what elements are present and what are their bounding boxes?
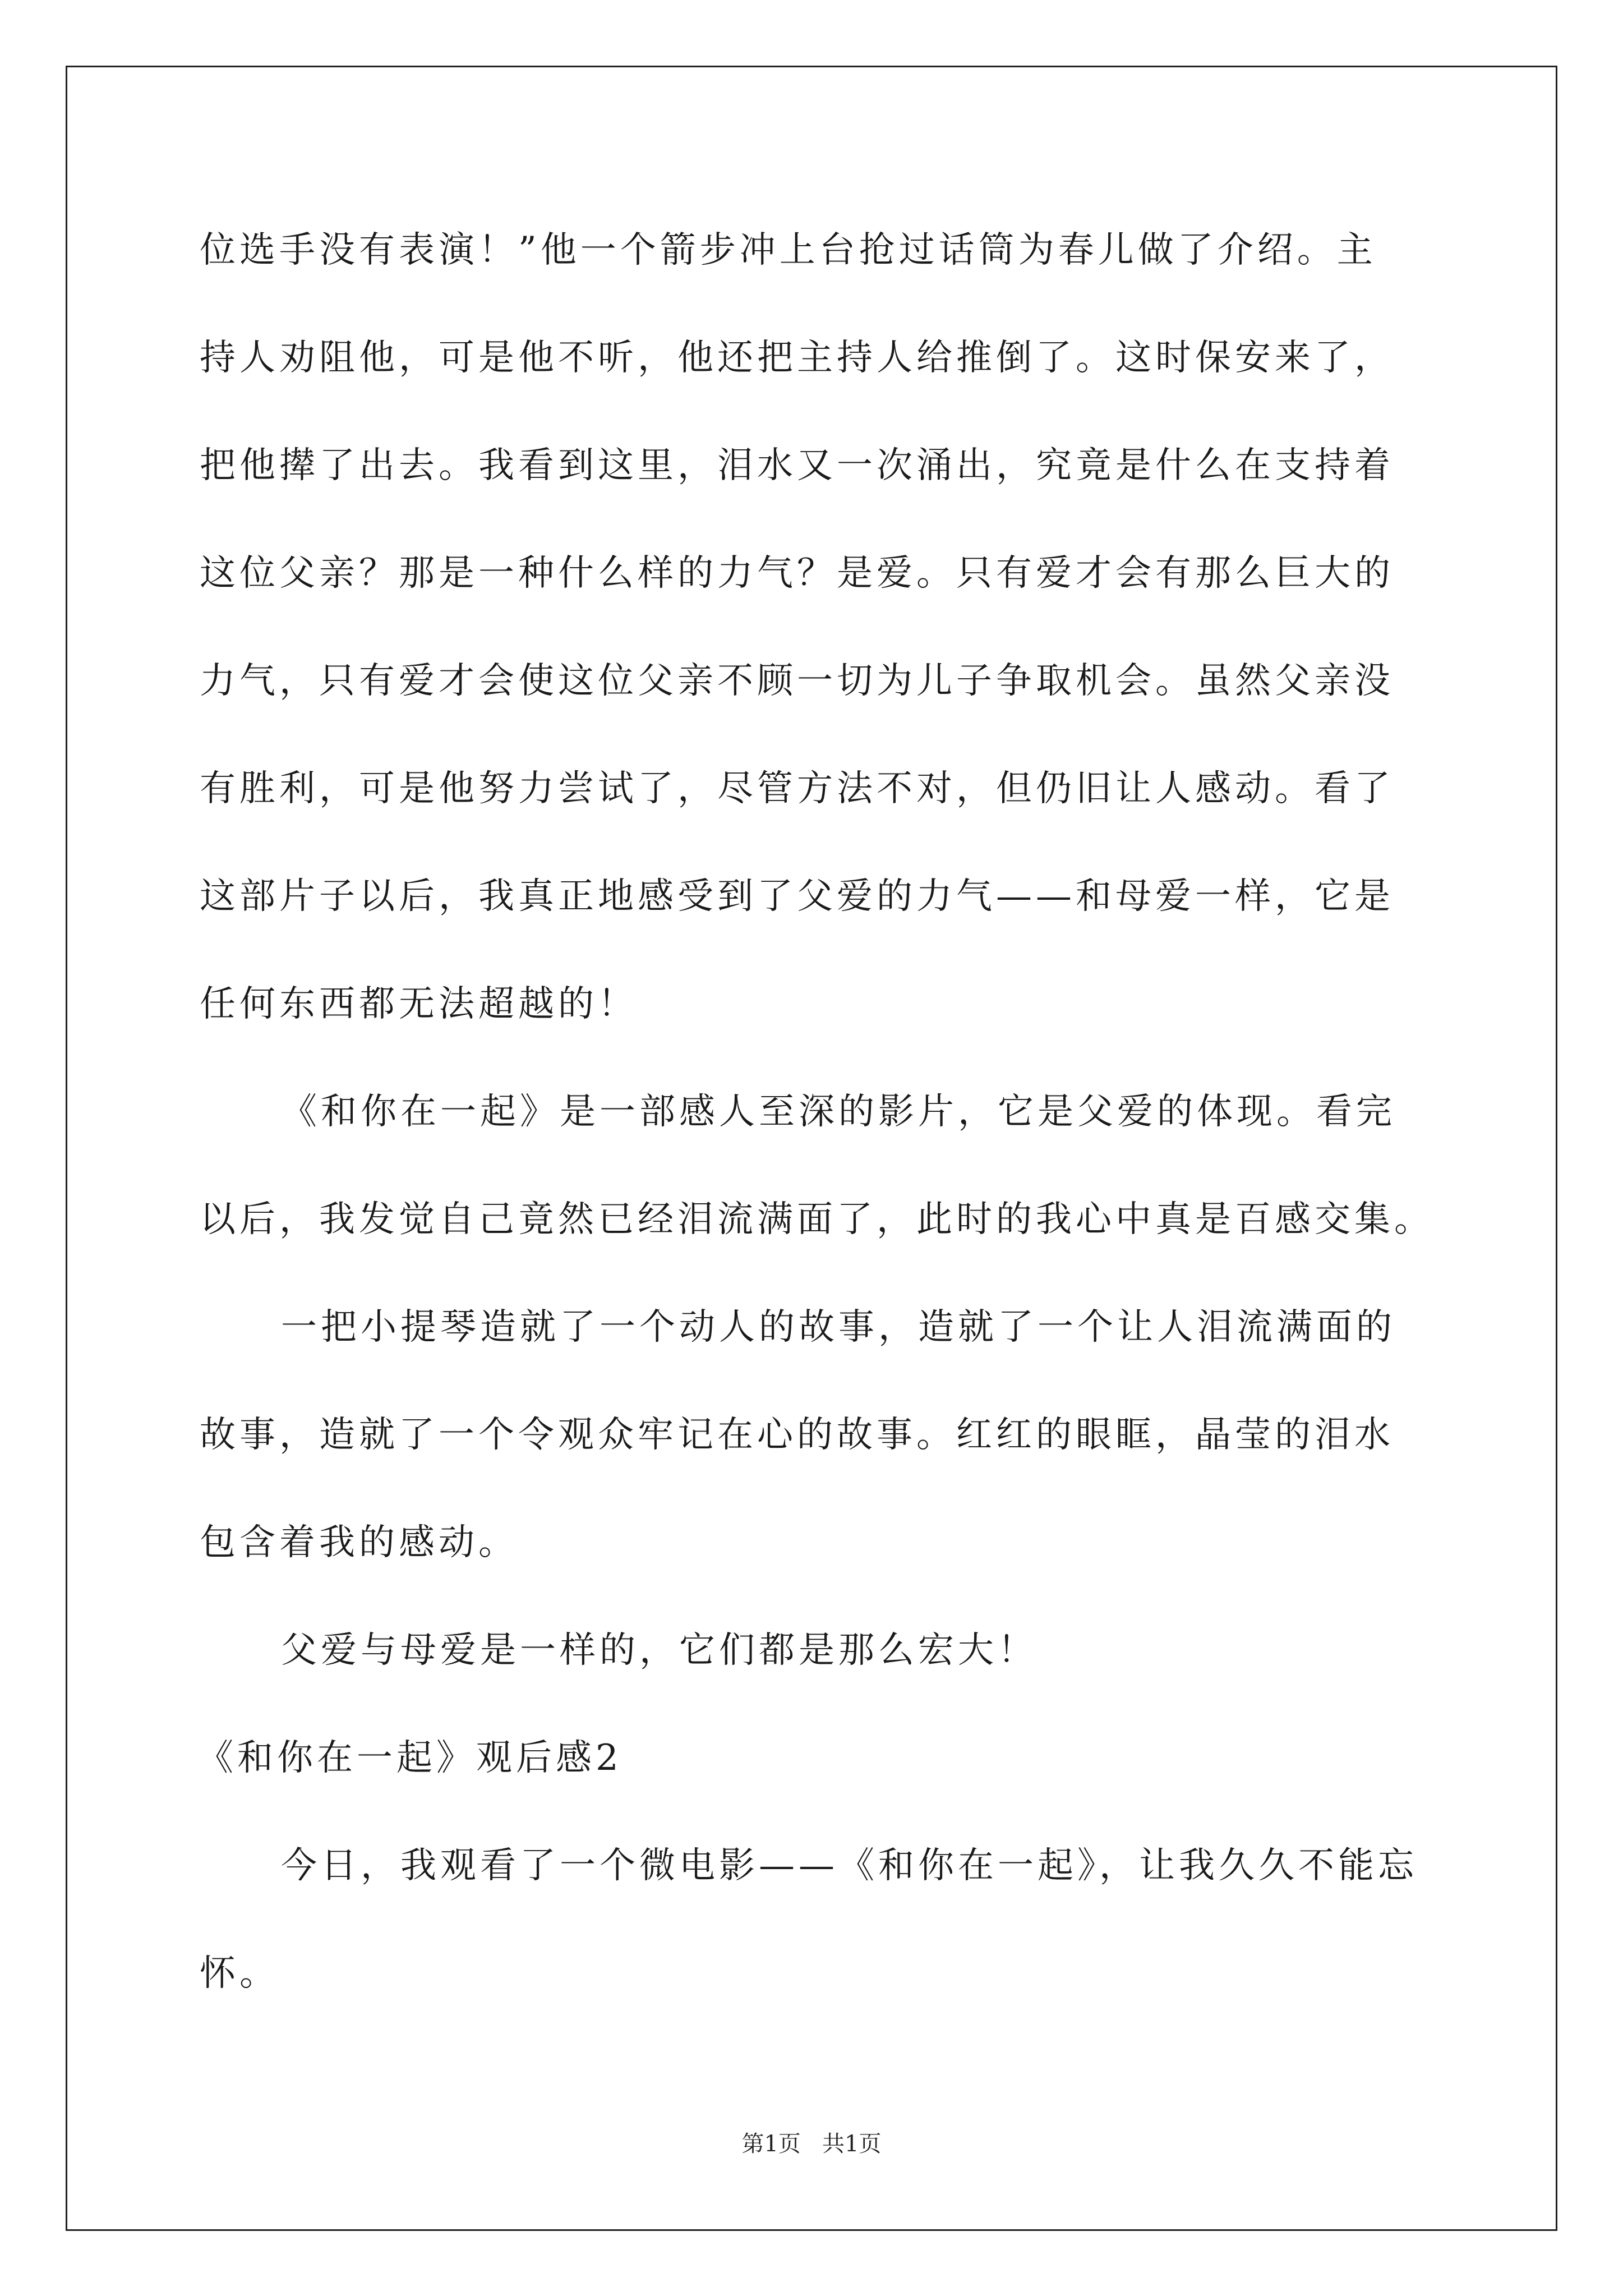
text-line: 包含着我的感动。 <box>200 1522 518 1563</box>
text-line: 把他撵了出去。我看到这里，泪水又一次涌出，究竟是什么在支持着 <box>200 445 1394 486</box>
paragraph-start-line: 一把小提琴造就了一个动人的故事，造就了一个让人泪流满面的 <box>281 1306 1396 1348</box>
section-heading: 《和你在一起》观后感2 <box>197 1737 623 1779</box>
page-footer: 第1页 共1页 <box>741 2131 882 2157</box>
text-line: 有胜利，可是他努力尝试了，尽管方法不对，但仍旧让人感动。看了 <box>200 768 1394 809</box>
paragraph-start-line: 今日，我观看了一个微电影——《和你在一起》，让我久久不能忘 <box>281 1845 1418 1887</box>
text-line: 怀。 <box>200 1953 279 1994</box>
text-line: 这位父亲？那是一种什么样的力气？是爱。只有爱才会有那么巨大的 <box>200 553 1394 594</box>
paragraph-start-line: 父爱与母爱是一样的，它们都是那么宏大！ <box>281 1630 1038 1671</box>
text-line: 故事，造就了一个令观众牢记在心的故事。红红的眼眶，晶莹的泪水 <box>200 1414 1394 1456</box>
text-line: 位选手没有表演！”他一个箭步冲上台抢过话筒为春儿做了介绍。主 <box>200 229 1377 271</box>
paragraph-start-line: 《和你在一起》是一部感人至深的影片，它是父爱的体现。看完 <box>281 1091 1396 1133</box>
text-line: 以后，我发觉自己竟然已经泪流满面了，此时的我心中真是百感交集。 <box>200 1199 1434 1240</box>
text-line: 持人劝阻他，可是他不听，他还把主持人给推倒了。这时保安来了， <box>200 337 1394 379</box>
text-line: 任何东西都无法超越的！ <box>200 983 638 1025</box>
document-body <box>197 214 1434 2045</box>
text-line: 力气，只有爱才会使这位父亲不顾一切为儿子争取机会。虽然父亲没 <box>200 660 1394 702</box>
text-line: 这部片子以后，我真正地感受到了父爱的力气——和母爱一样，它是 <box>200 876 1394 917</box>
